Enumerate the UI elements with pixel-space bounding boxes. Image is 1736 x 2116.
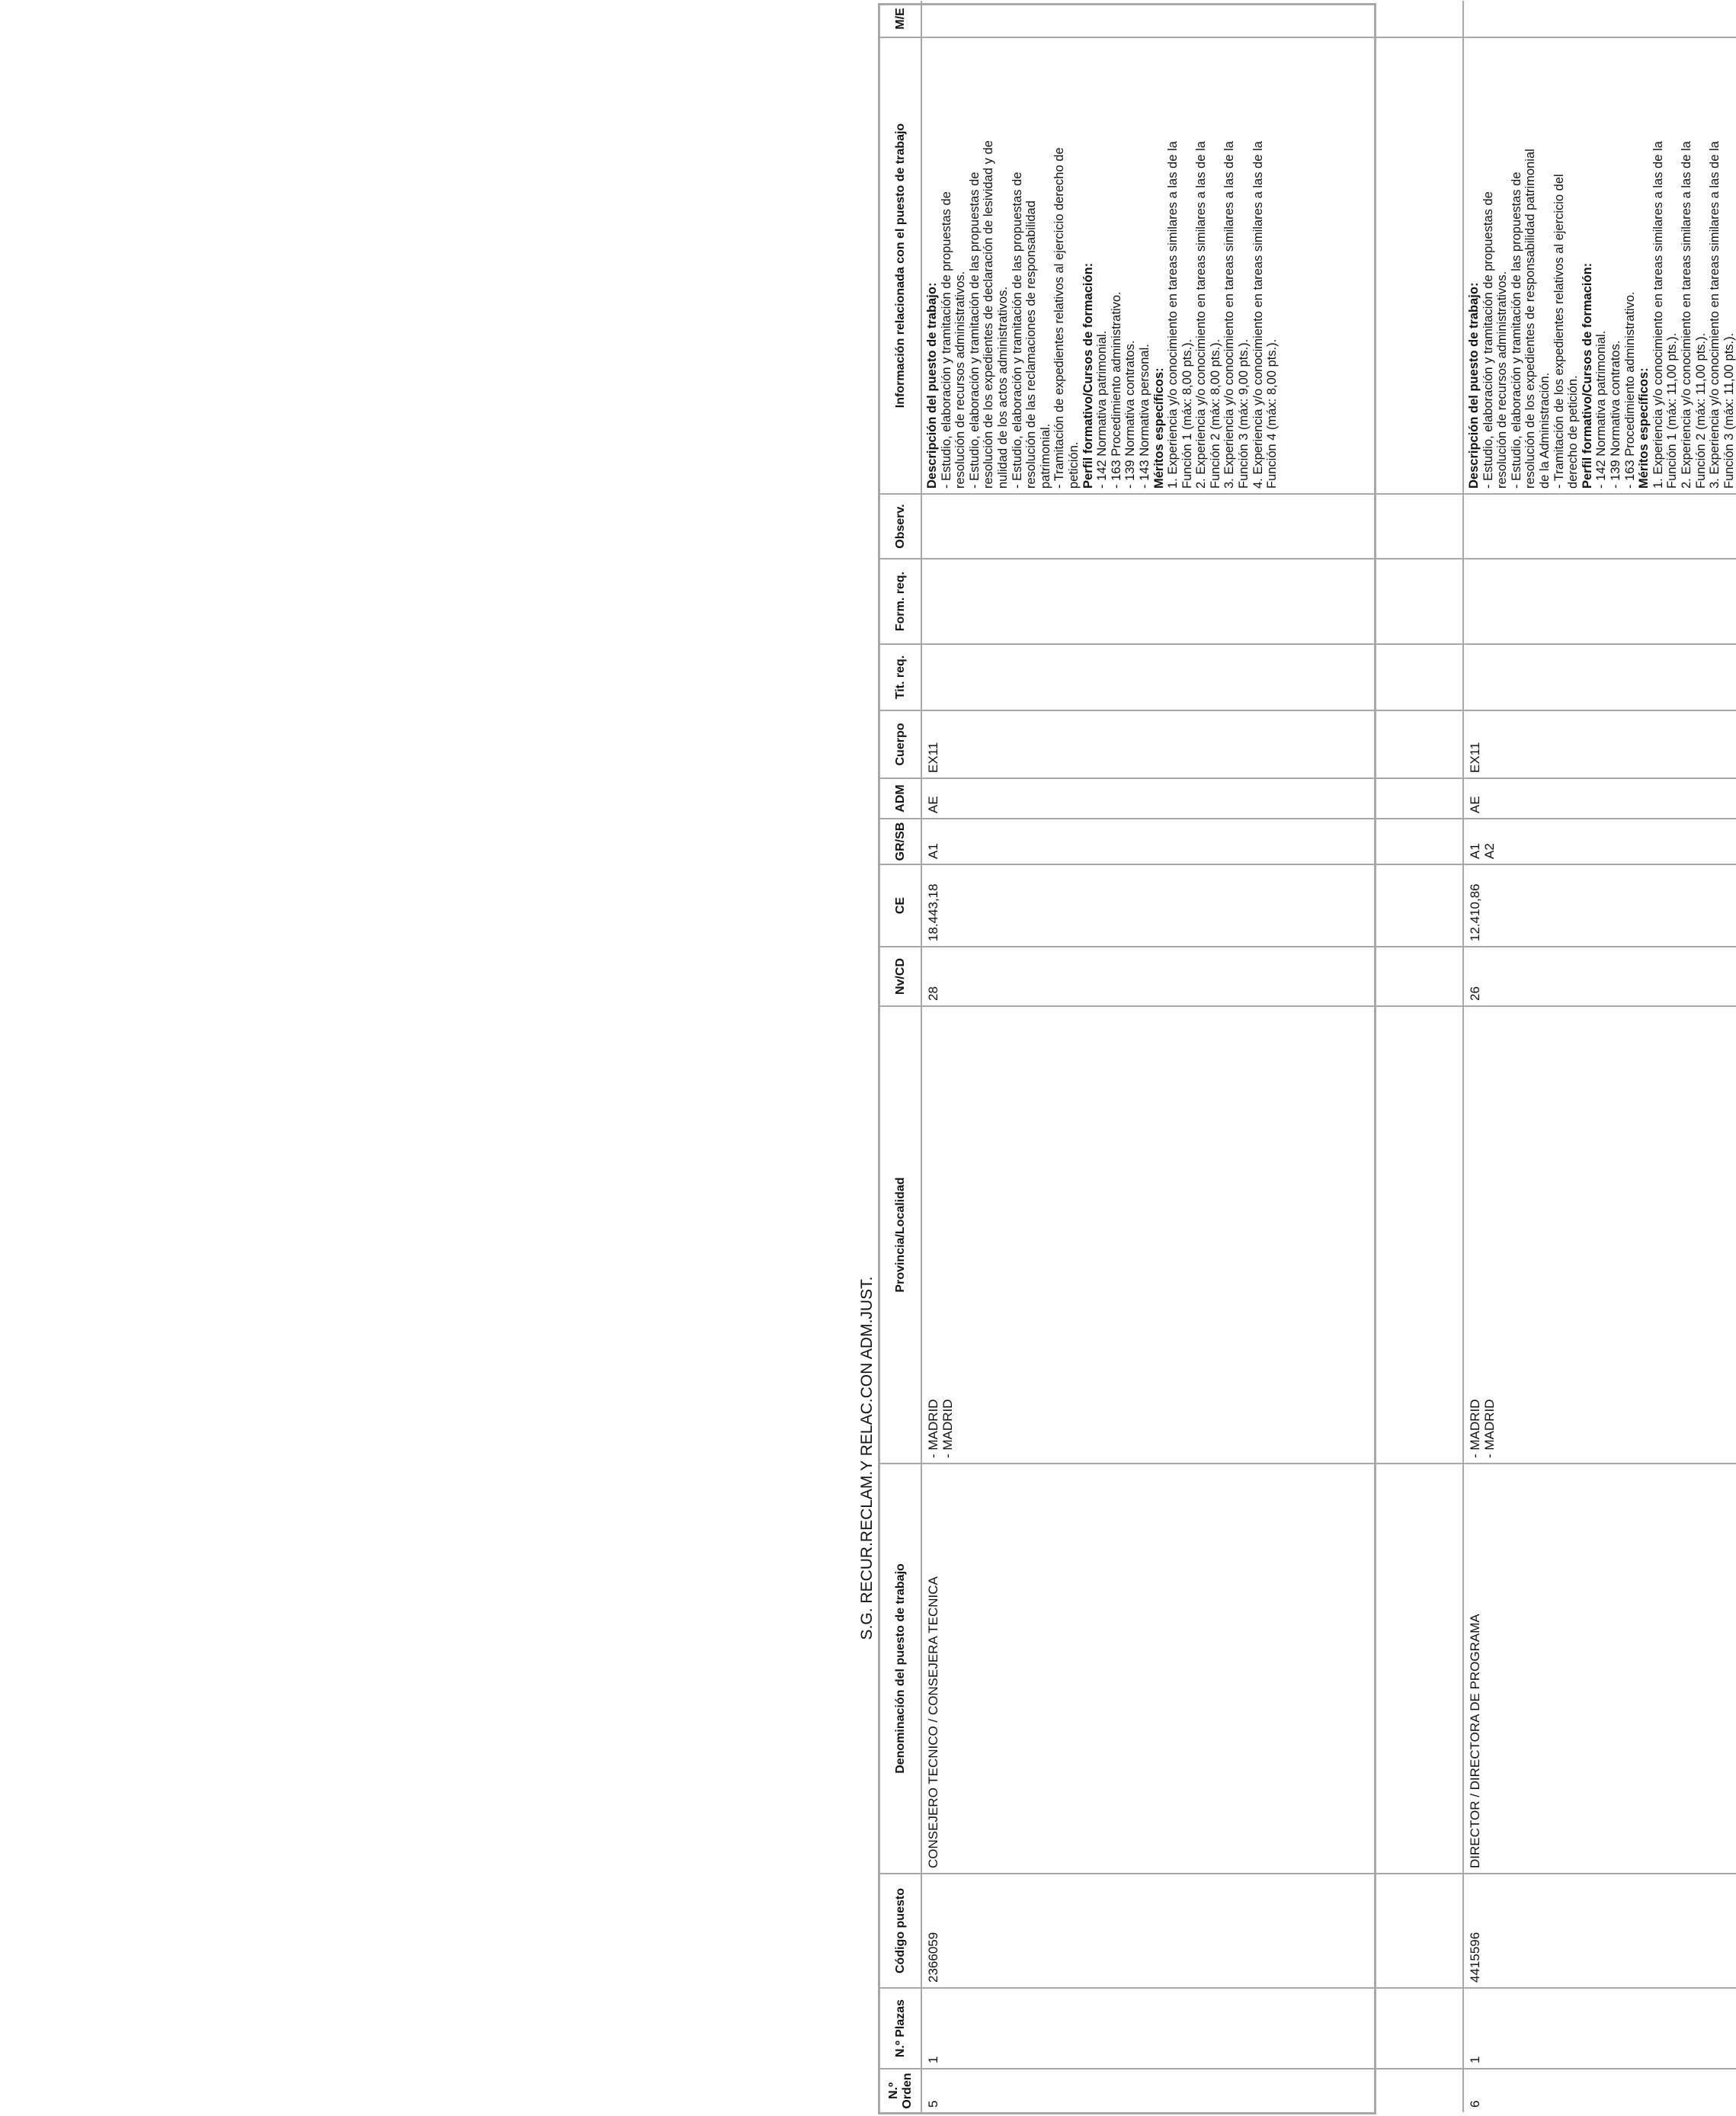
info-line: 3. Experiencia y/o conocimiento en tareas similares a las de la bbox=[1708, 141, 1722, 489]
row6-form bbox=[1464, 558, 1736, 643]
row6-nivel: 26 bbox=[1464, 946, 1736, 1005]
row6-observ bbox=[1464, 493, 1736, 558]
header-me: M/E bbox=[880, 1, 922, 37]
header-observ: Observ. bbox=[880, 493, 922, 558]
info-line: - Tramitación de los expedientes relativos al ejercicio del bbox=[1552, 174, 1566, 489]
row6-me bbox=[1464, 1, 1736, 37]
info-line: 3. Experiencia y/o conocimiento en tareas similares a las de la bbox=[1222, 141, 1237, 489]
info-line: - Estudio, elaboración y tramitación de las propuestas de bbox=[1509, 172, 1523, 489]
header-adm: ADM bbox=[880, 777, 922, 818]
info-line: resolución de los expedientes de responsabilidad patrimonial bbox=[1523, 149, 1538, 489]
info-section-heading: Descripción del puesto de trabajo: bbox=[1467, 282, 1481, 489]
header-info: Información relacionada con el puesto de trabajo bbox=[880, 37, 922, 493]
info-line: - Tramitación de expedientes relativos al ejercicio derecho de bbox=[1052, 147, 1067, 489]
header-plazas: N.º Plazas bbox=[880, 1987, 922, 2068]
row6-cuerpo: EX11 bbox=[1464, 710, 1736, 777]
info-line: petición. bbox=[1066, 441, 1081, 489]
row5-form bbox=[922, 558, 1464, 643]
info-line: - 139 Normativa contratos. bbox=[1608, 340, 1622, 489]
row6-denominacion: DIRECTOR / DIRECTORA DE PROGRAMA bbox=[1464, 1463, 1736, 1873]
row6-provincia: - MADRID - MADRID bbox=[1464, 1005, 1736, 1463]
info-section-heading: Méritos específicos: bbox=[1151, 367, 1166, 489]
info-line: - Estudio, elaboración y tramitación de las propuestas de bbox=[967, 172, 982, 489]
info-line: 2. Experiencia y/o conocimiento en tareas similares a las de la bbox=[1679, 141, 1693, 489]
info-line: resolución de recursos administrativos. bbox=[1495, 271, 1510, 489]
info-section-heading: Descripción del puesto de trabajo: bbox=[925, 282, 939, 489]
row5-orden: 5 bbox=[922, 2068, 1464, 2112]
info-line: Función 3 (máx: 9,00 pts.). bbox=[1237, 338, 1251, 489]
header-orden: N.º Orden bbox=[880, 2068, 922, 2112]
info-line: - 139 Normativa contratos. bbox=[1123, 340, 1138, 489]
row5-plazas: 1 bbox=[922, 1987, 1464, 2068]
row5-ce: 18.443,18 bbox=[922, 864, 1464, 946]
job-positions-table bbox=[878, 3, 1736, 2114]
row5-codigo: 2366059 bbox=[922, 1873, 1464, 1987]
row6-adm: AE bbox=[1464, 777, 1736, 818]
info-line: - Estudio, elaboración y tramitación de las propuestas de bbox=[1010, 172, 1024, 489]
header-nivel: Nv/ CD bbox=[880, 946, 922, 1005]
row5-provincia: - MADRID - MADRID bbox=[922, 1005, 1464, 1463]
info-line: Función 3 (máx: 11,00 pts.). bbox=[1722, 332, 1736, 489]
row5-info bbox=[922, 37, 1464, 493]
info-line: - 142 Normativa patrimonial. bbox=[1095, 330, 1110, 489]
info-line: - Estudio, elaboración y tramitación de propuestas de bbox=[939, 191, 953, 489]
row5-nivel: 28 bbox=[922, 946, 1464, 1005]
info-line: 1. Experiencia y/o conocimiento en tareas similares a las de la bbox=[1651, 141, 1665, 489]
info-line: Función 4 (máx: 8,00 pts.). bbox=[1265, 338, 1280, 489]
info-line: - Estudio, elaboración y tramitación de propuestas de bbox=[1481, 191, 1495, 489]
info-line: 2. Experiencia y/o conocimiento en tareas similares a las de la bbox=[1194, 141, 1209, 489]
row6-info bbox=[1464, 37, 1736, 493]
info-line: Función 1 (máx: 8,00 pts.). bbox=[1180, 338, 1194, 489]
row5-cuerpo: EX11 bbox=[922, 710, 1464, 777]
info-line: - 163 Procedimiento administrativo. bbox=[1622, 291, 1637, 489]
info-line: - 163 Procedimiento administrativo. bbox=[1109, 291, 1123, 489]
row6-orden: 6 bbox=[1464, 2068, 1736, 2112]
row6-grsb: A1 A2 bbox=[1464, 818, 1736, 864]
info-line: nulidad de los actos administrativos. bbox=[995, 286, 1010, 489]
info-line: - 143 Normativa personal. bbox=[1137, 344, 1151, 489]
header-tit: Tit. req. bbox=[880, 643, 922, 710]
header-grsb: GR/ SB bbox=[880, 818, 922, 864]
row6-ce: 12.410,86 bbox=[1464, 864, 1736, 946]
info-section-heading: Méritos específicos: bbox=[1637, 367, 1651, 489]
info-line: derecho de petición. bbox=[1566, 375, 1581, 489]
info-line: resolución de las reclamaciones de responsabilidad bbox=[1024, 200, 1039, 489]
info-line: 1. Experiencia y/o conocimiento en tareas similares a las de la bbox=[1166, 141, 1180, 489]
row6-plazas: 1 bbox=[1464, 1987, 1736, 2068]
info-line: resolución de recursos administrativos. bbox=[953, 271, 968, 489]
row5-observ bbox=[922, 493, 1464, 558]
row5-denominacion: CONSEJERO TECNICO / CONSEJERA TECNICA bbox=[922, 1463, 1464, 1873]
header-ce: CE bbox=[880, 864, 922, 946]
row5-grsb: A1 bbox=[922, 818, 1464, 864]
info-section-heading: Perfil formativo/Cursos de formación: bbox=[1580, 262, 1594, 489]
info-line: Función 2 (máx: 11,00 pts.). bbox=[1693, 332, 1708, 489]
header-provincia: Provincia/Localidad bbox=[880, 1005, 922, 1463]
info-line: - 142 Normativa patrimonial. bbox=[1594, 330, 1609, 489]
row6-codigo: 4415596 bbox=[1464, 1873, 1736, 1987]
header-denominacion: Denominación del puesto de trabajo bbox=[880, 1463, 922, 1873]
header-cuerpo: Cuerpo bbox=[880, 710, 922, 777]
info-line: Función 2 (máx: 8,00 pts.). bbox=[1208, 338, 1222, 489]
info-line: Función 1 (máx: 11,00 pts.). bbox=[1665, 332, 1680, 489]
header-codigo: Código puesto bbox=[880, 1873, 922, 1987]
row5-me bbox=[922, 1, 1464, 37]
row5-tit bbox=[922, 643, 1464, 710]
row5-adm: AE bbox=[922, 777, 1464, 818]
info-section-heading: Perfil formativo/Cursos de formación: bbox=[1081, 262, 1095, 489]
section-title: S.G. RECUR.RECLAM.Y RELAC.CON ADM.JUST. bbox=[858, 1276, 876, 1640]
info-line: resolución de los expedientes de declaración de lesividad y de bbox=[982, 140, 996, 489]
info-line: 4. Experiencia y/o conocimiento en tareas similares a las de la bbox=[1251, 141, 1265, 489]
row6-tit bbox=[1464, 643, 1736, 710]
header-form: Form. req. bbox=[880, 558, 922, 643]
info-line: patrimonial. bbox=[1038, 423, 1052, 489]
info-line: de la Administración. bbox=[1537, 372, 1552, 489]
